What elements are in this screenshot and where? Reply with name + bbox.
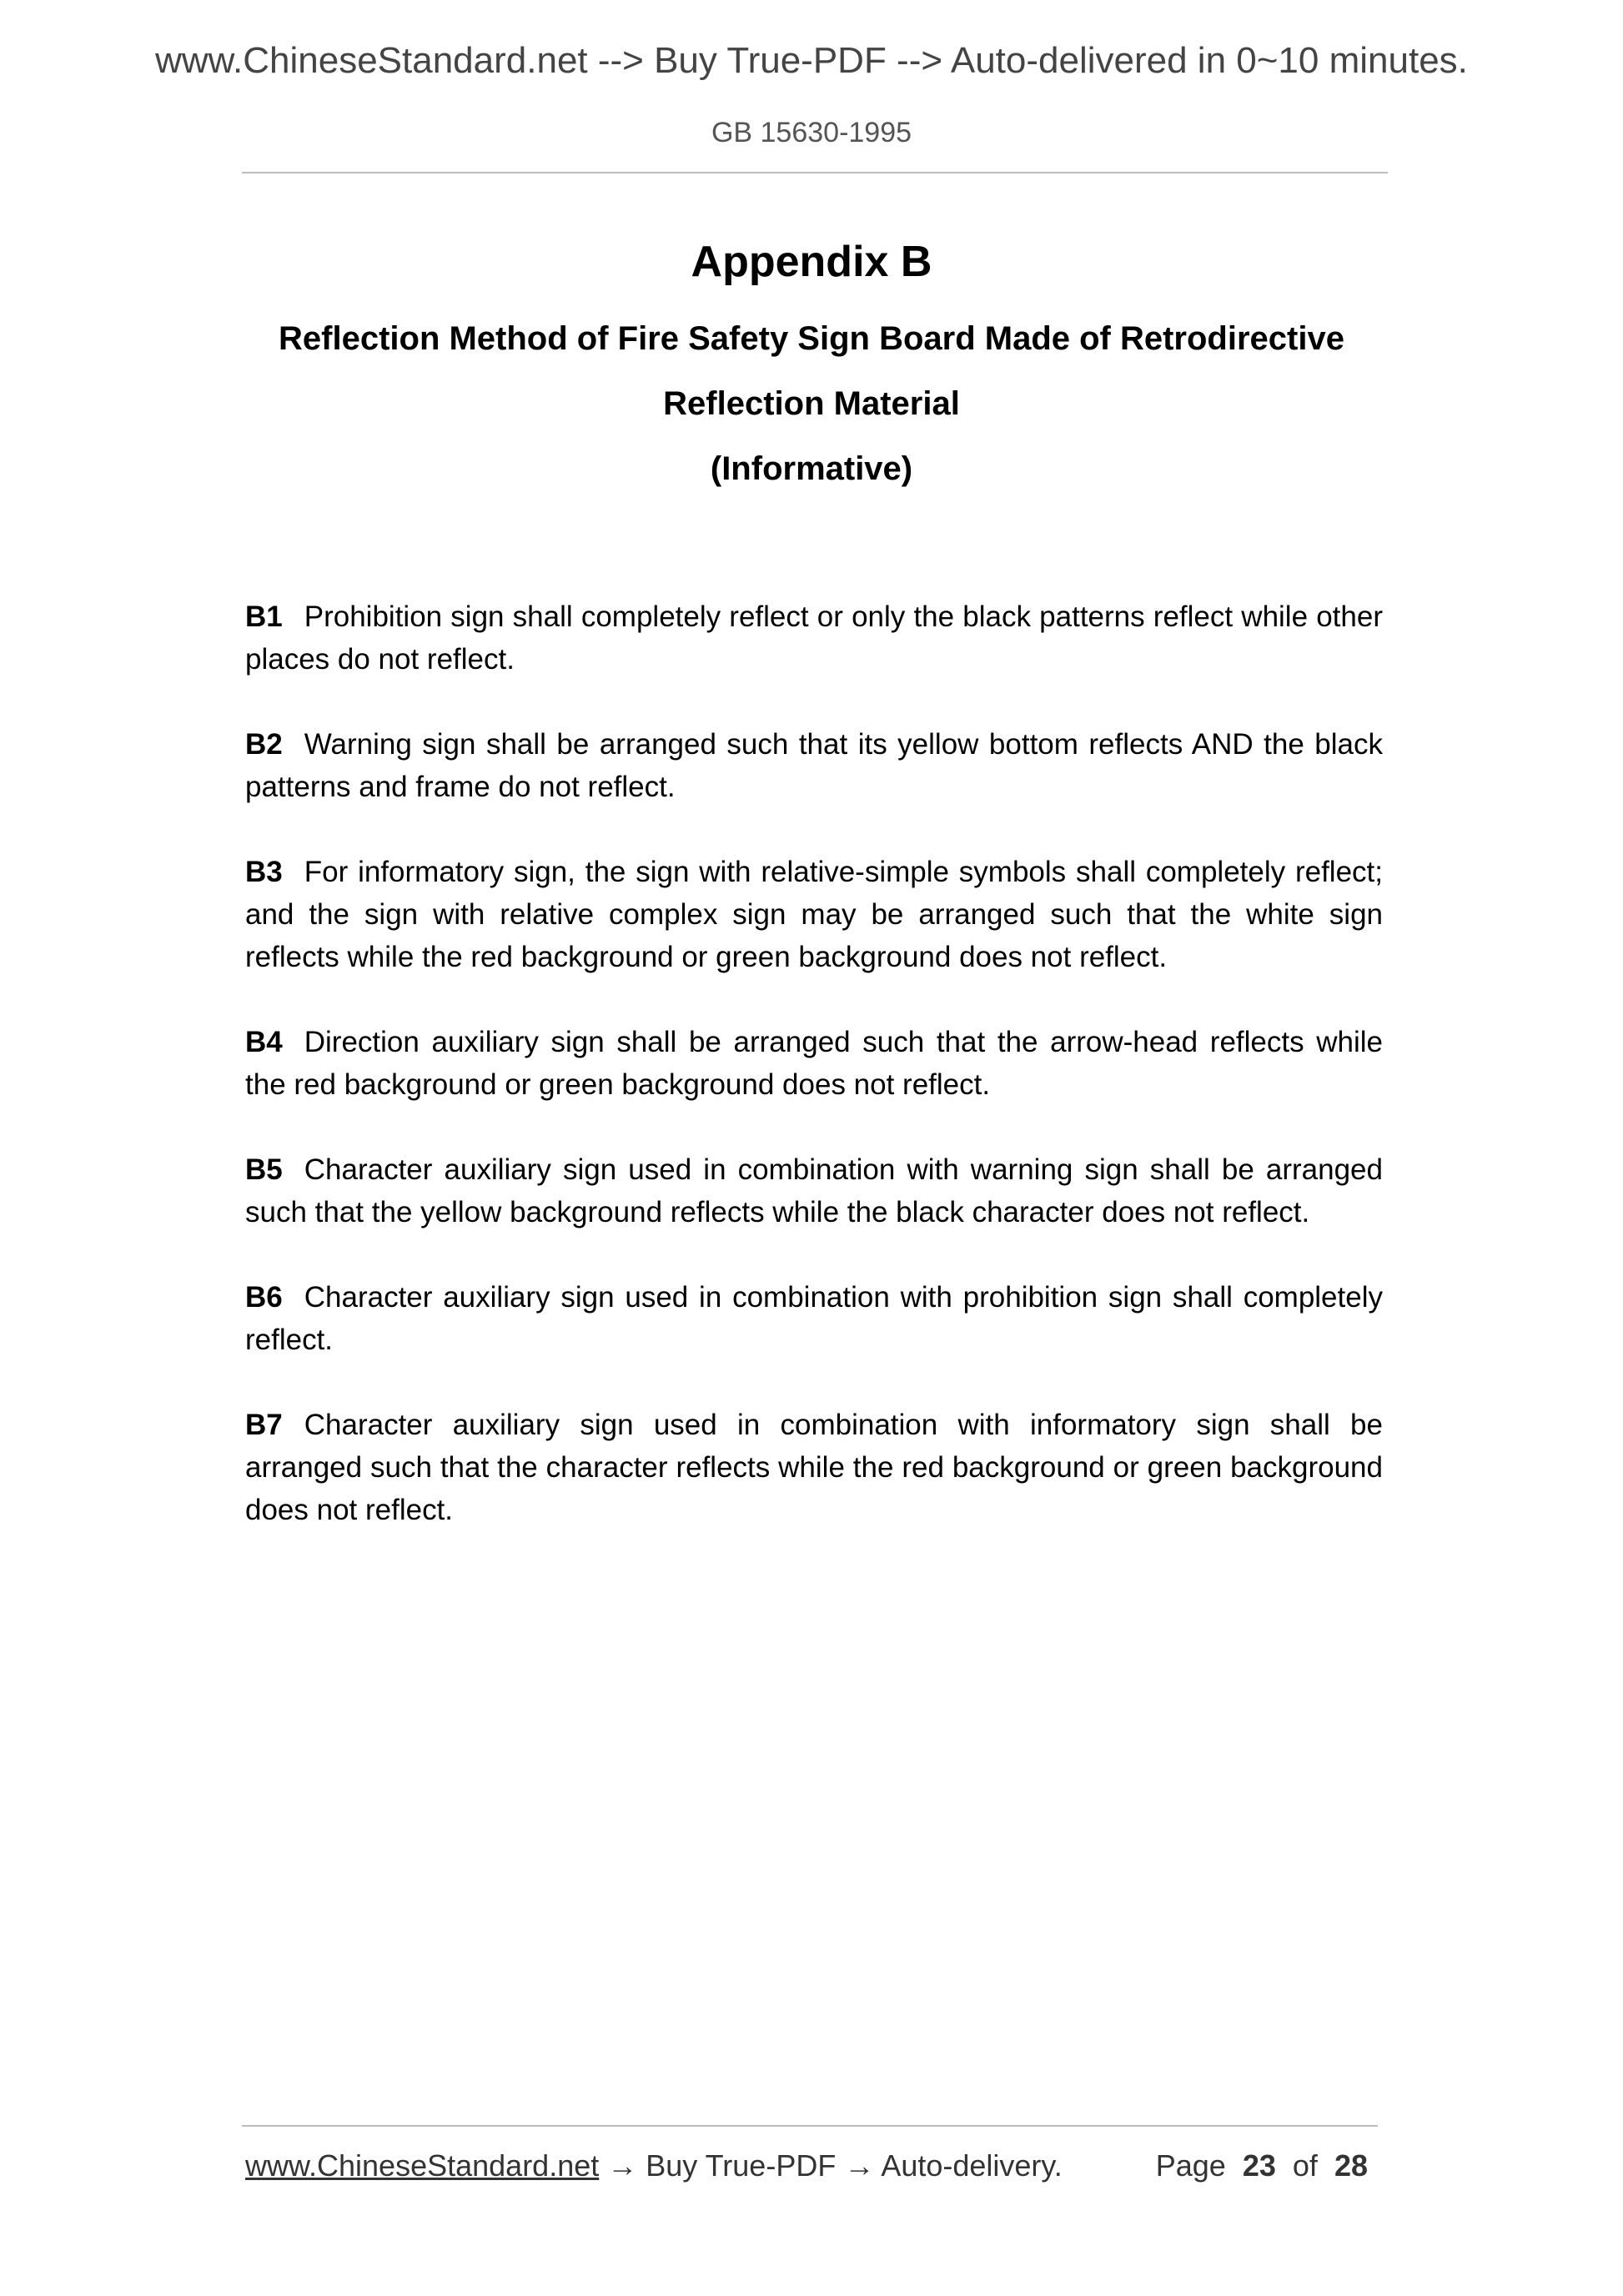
total-pages-number: 28: [1334, 2148, 1368, 2183]
document-code: GB 15630-1995: [711, 117, 912, 148]
page-indicator: [1156, 2148, 1368, 2183]
clause-b2: [245, 723, 1383, 808]
clause-id: B3: [245, 856, 283, 888]
clause-id: B4: [245, 1026, 283, 1058]
current-page-number: 23: [1242, 2148, 1276, 2183]
clause-text: Character auxiliary sign used in combination with warning sign shall be arranged such that the yellow background reflects while the black character does not reflect.: [245, 1153, 1383, 1228]
clause-text: Character auxiliary sign used in combination with informatory sign shall be arranged such that the character reflects while the red background or green background does not reflect.: [245, 1409, 1383, 1526]
clause-id: B5: [245, 1153, 283, 1186]
clause-text: Prohibition sign shall completely reflect or only the black patterns reflect while other places do not reflect.: [245, 600, 1383, 676]
clause-b4: [245, 1021, 1383, 1106]
footer-website-link[interactable]: www.ChineseStandard.net: [245, 2148, 600, 2183]
clause-text: Character auxiliary sign used in combination with prohibition sign shall completely reflect.: [245, 1281, 1383, 1356]
page-label: Page: [1155, 2148, 1226, 2183]
clause-b3: [245, 851, 1383, 978]
clause-id: B2: [245, 728, 283, 761]
header-divider: [242, 172, 1388, 173]
clause-text: Direction auxiliary sign shall be arranged such that the arrow-head reflects while the red background or green background does not reflect.: [245, 1026, 1383, 1101]
footer-promo: [245, 2148, 1063, 2183]
clause-text: Warning sign shall be arranged such that its yellow bottom reflects AND the black patterns and frame do not reflect.: [245, 728, 1383, 803]
clause-b5: [245, 1148, 1383, 1233]
clause-b7: [245, 1404, 1383, 1531]
appendix-subtitle-line-3: (Informative): [710, 450, 913, 487]
of-label: of: [1292, 2148, 1318, 2183]
appendix-subtitle-line-2: Reflection Material: [663, 385, 960, 422]
appendix-subtitle-line-1: Reflection Method of Fire Safety Sign Board Made of Retrodirective: [279, 320, 1344, 357]
clause-b1: [245, 595, 1383, 681]
clause-text: For informatory sign, the sign with relative-simple symbols shall completely reflect; and the sign with relative complex sign may be arranged such that the white sign reflects while the red background or green background does not reflect.: [245, 856, 1383, 973]
appendix-title: Appendix B: [691, 238, 932, 286]
top-banner: www.ChineseStandard.net --> Buy True-PDF --> Auto-delivered in 0~10 minutes.: [155, 40, 1468, 81]
clause-b6: [245, 1276, 1383, 1361]
clause-id: B1: [245, 600, 283, 633]
footer-divider: [242, 2125, 1378, 2127]
clause-id: B6: [245, 1281, 283, 1314]
clause-id: B7: [245, 1409, 283, 1441]
footer-tagline: → Buy True-PDF → Auto-delivery.: [599, 2148, 1063, 2183]
clause-list: [245, 595, 1383, 1574]
